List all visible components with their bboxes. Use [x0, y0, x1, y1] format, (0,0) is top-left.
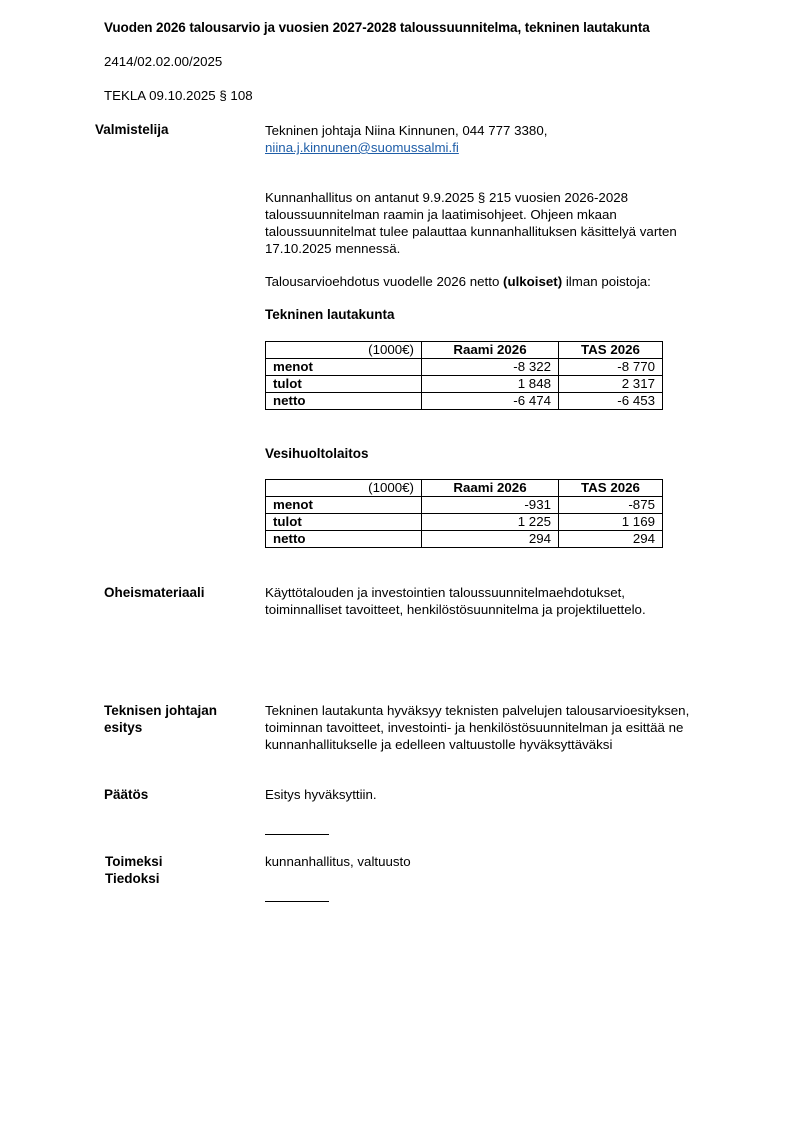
- column-header: Raami 2026: [422, 342, 559, 359]
- table-cell: 294: [422, 531, 559, 548]
- intro-bold: (ulkoiset): [503, 274, 563, 289]
- table-row: [266, 514, 663, 531]
- column-header: Raami 2026: [422, 480, 559, 497]
- table-cell: -8 322: [422, 359, 559, 376]
- table-row: [266, 531, 663, 548]
- table-cell: 2 317: [559, 376, 663, 393]
- toimeksi-label-line1: Toimeksi: [105, 854, 163, 869]
- preparer-email-link[interactable]: niina.j.kinnunen@suomussalmi.fi: [265, 140, 459, 155]
- preparer-line: Tekninen johtaja Niina Kinnunen, 044 777 3380,: [265, 123, 548, 138]
- meeting-reference: TEKLA 09.10.2025 § 108: [104, 88, 253, 103]
- table-header-row: [266, 342, 663, 359]
- column-header: TAS 2026: [559, 342, 663, 359]
- table2-heading: Vesihuoltolaitos: [265, 446, 369, 461]
- intro-text-end: ilman poistoja:: [562, 274, 651, 289]
- paatos-label: Päätös: [104, 787, 149, 802]
- esitys-text: Tekninen lautakunta hyväksyy teknisten palvelujen talousarvioesityksen, toiminnan tavoitteet, investointi- ja henkilöstösuunnitelman ja esittää ne kunnanhallitukselle ja edelleen valtuustolle hyväksyttäväksi: [265, 703, 690, 752]
- table-cell: -6 453: [559, 393, 663, 410]
- valmistelija-contact: [265, 122, 735, 156]
- esitys-label-line2: esitys: [104, 720, 143, 735]
- oheismateriaali-text: Käyttötalouden ja investointien taloussuunnitelmaehdotukset, toiminnalliset tavoitteet, henkilöstösuunnitelma ja projektiluettelo.: [265, 585, 646, 617]
- instructions-paragraph: Kunnanhallitus on antanut 9.9.2025 § 215 vuosien 2026-2028 taloussuunnitelman raamin ja laatimisohjeet. Ohjeen mkaan taloussuunnitelmat tulee palauttaa kunnanhallituksen käsittelyä varten 17.10.2025 mennessä.: [265, 190, 677, 256]
- tiedoksi-label-line2: Tiedoksi: [105, 871, 160, 886]
- table-cell: 1 848: [422, 376, 559, 393]
- divider-line: [265, 834, 329, 835]
- unit-cell: (1000€): [266, 480, 422, 497]
- budget-proposal-intro: [265, 273, 735, 290]
- table1-heading: Tekninen lautakunta: [265, 307, 395, 322]
- table-cell: -8 770: [559, 359, 663, 376]
- tekninen-lautakunta-table: [265, 341, 663, 410]
- paatos-text: Esitys hyväksyttiin.: [265, 787, 377, 802]
- toimeksi-text: kunnanhallitus, valtuusto: [265, 854, 411, 869]
- table-cell: -875: [559, 497, 663, 514]
- table-row: [266, 359, 663, 376]
- esitys-label-line1: Teknisen johtajan: [104, 703, 218, 718]
- row-label: tulot: [266, 514, 422, 531]
- intro-text: Talousarvioehdotus vuodelle 2026 netto: [265, 274, 504, 289]
- oheismateriaali-label: Oheismateriaali: [104, 585, 205, 600]
- table-row: [266, 393, 663, 410]
- reference-number: 2414/02.02.00/2025: [104, 54, 223, 69]
- row-label: menot: [266, 497, 422, 514]
- table-header-row: [266, 480, 663, 497]
- table-cell: -6 474: [422, 393, 559, 410]
- column-header: TAS 2026: [559, 480, 663, 497]
- row-label: netto: [266, 393, 422, 410]
- valmistelija-label: Valmistelija: [95, 122, 169, 137]
- row-label: tulot: [266, 376, 422, 393]
- row-label: netto: [266, 531, 422, 548]
- row-label: menot: [266, 359, 422, 376]
- vesihuoltolaitos-table: [265, 479, 663, 548]
- table-row: [266, 497, 663, 514]
- table-cell: 1 169: [559, 514, 663, 531]
- unit-cell: (1000€): [266, 342, 422, 359]
- table-cell: 294: [559, 531, 663, 548]
- divider-line: [265, 901, 329, 902]
- esitys-label: [104, 702, 217, 736]
- document-title: Vuoden 2026 talousarvio ja vuosien 2027-2028 taloussuunnitelma, tekninen lautakunta: [104, 20, 650, 35]
- toimeksi-label: [105, 853, 163, 887]
- table-cell: -931: [422, 497, 559, 514]
- table-row: [266, 376, 663, 393]
- table-cell: 1 225: [422, 514, 559, 531]
